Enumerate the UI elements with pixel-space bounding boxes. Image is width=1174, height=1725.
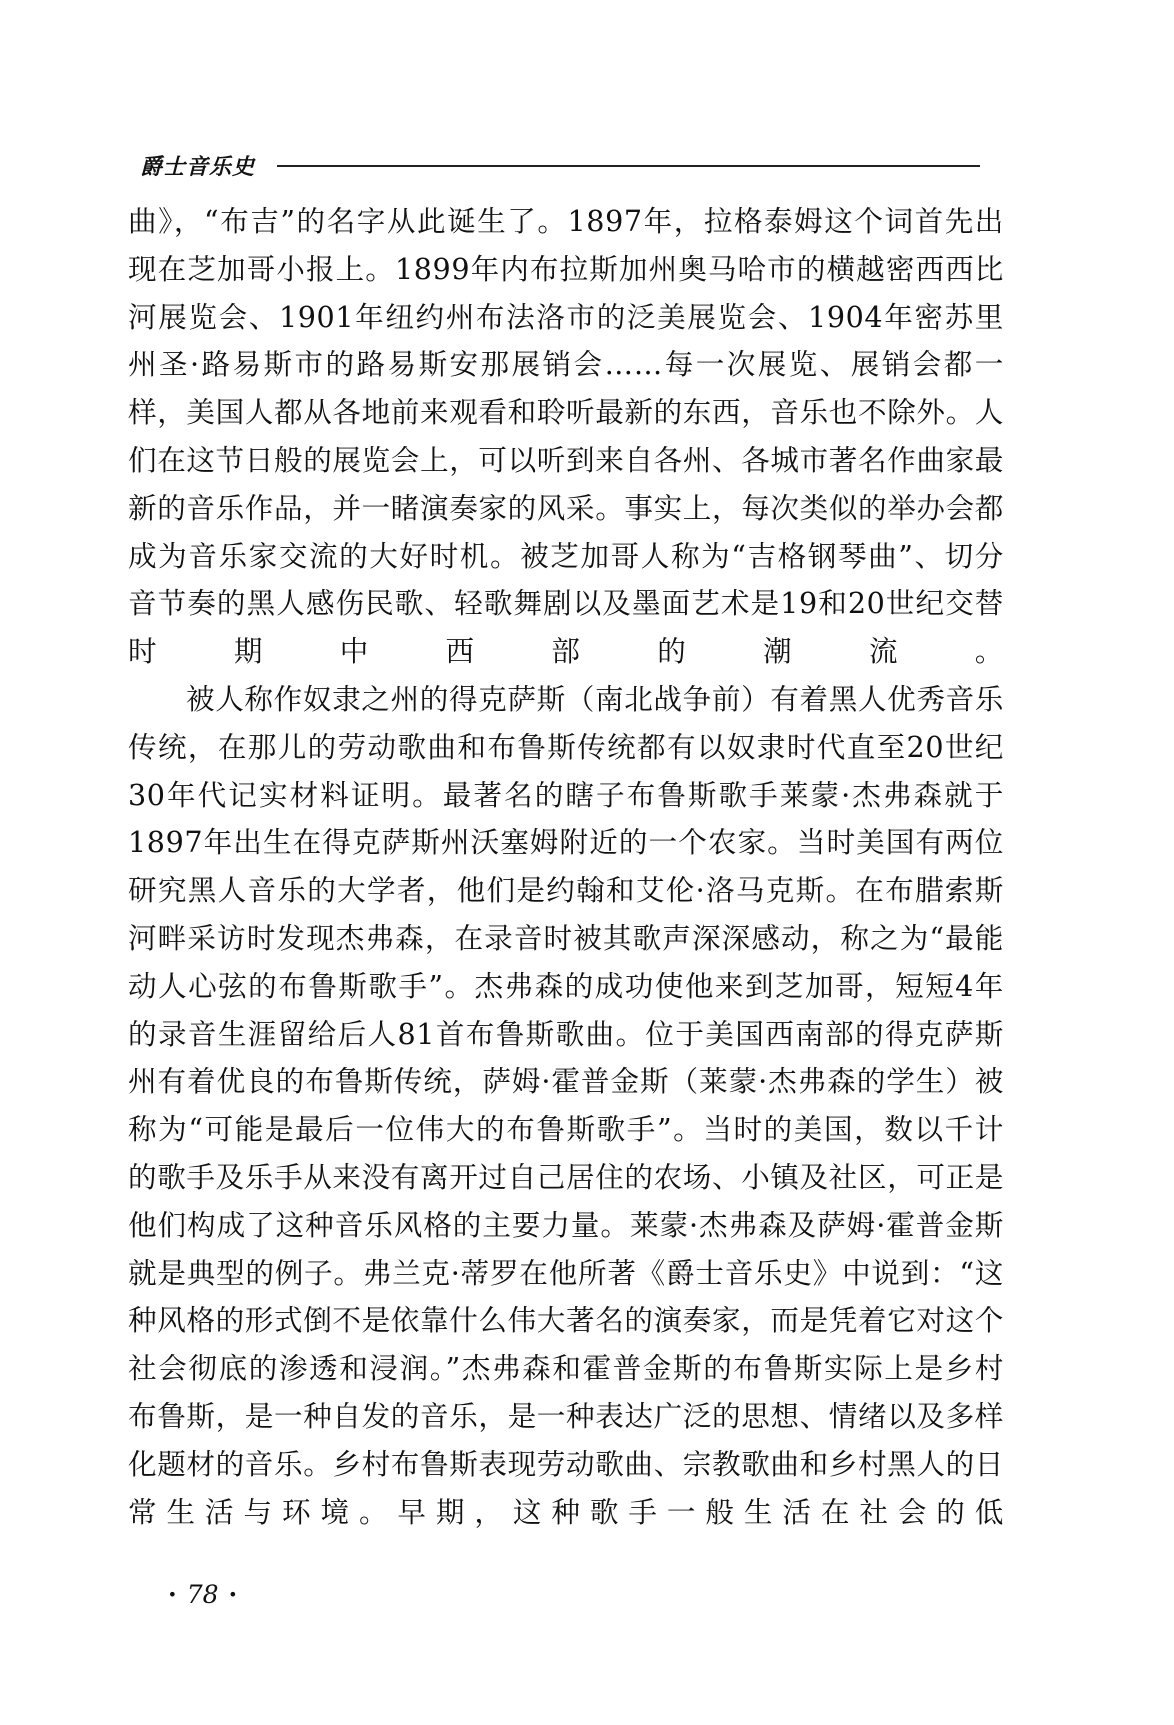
running-header-title: 爵士音乐史	[140, 153, 256, 180]
body-text	[128, 198, 1004, 1536]
header-rule	[277, 165, 980, 167]
paragraph-1: 曲》，“布吉”的名字从此诞生了。1897年，拉格泰姆这个词首先出现在芝加哥小报上。1899年内布拉斯加州奥马哈市的横越密西西比河展览会、1901年纽约州布法洛市的泛美展览会、1904年密苏里州圣·路易斯市的路易斯安那展销会……每一次展览、展销会都一样，美国人都从各地前来观看和聆听最新的东西，音乐也不除外。人们在这节日般的展览会上，可以听到来自各州、各城市著名作曲家最新的音乐作品，并一睹演奏家的风采。事实上，每次类似的举办会都成为音乐家交流的大好时机。被芝加哥人称为“吉格钢琴曲”、切分音节奏的黑人感伤民歌、轻歌舞剧以及墨面艺术是19和20世纪交替时期中西部的潮流。	[128, 204, 1004, 669]
folio-dot-left: ·	[168, 1580, 177, 1609]
paragraph-2: 被人称作奴隶之州的得克萨斯（南北战争前）有着黑人优秀音乐传统，在那儿的劳动歌曲和布鲁斯传统都有以奴隶时代直至20世纪30年代记实材料证明。最著名的瞎子布鲁斯歌手莱蒙·杰弗森就于1897年出生在得克萨斯州沃塞姆附近的一个农家。当时美国有两位研究黑人音乐的大学者，他们是约翰和艾伦·洛马克斯。在布腊索斯河畔采访时发现杰弗森，在录音时被其歌声深深感动，称之为“最能动人心弦的布鲁斯歌手”。杰弗森的成功使他来到芝加哥，短短4年的录音生涯留给后人81首布鲁斯歌曲。位于美国西南部的得克萨斯州有着优良的布鲁斯传统，萨姆·霍普金斯（莱蒙·杰弗森的学生）被称为“可能是最后一位伟大的布鲁斯歌手”。当时的美国，数以千计的歌手及乐手从来没有离开过自己居住的农场、小镇及社区，可正是他们构成了这种音乐风格的主要力量。莱蒙·杰弗森及萨姆·霍普金斯就是典型的例子。弗兰克·蒂罗在他所著《爵士音乐史》中说到：“这种风格的形式倒不是依靠什么伟大著名的演奏家，而是凭着它对这个社会彻底的渗透和浸润。”杰弗森和霍普金斯的布鲁斯实际上是乡村布鲁斯，是一种自发的音乐，是一种表达广泛的思想、情绪以及多样化题材的音乐。乡村布鲁斯表现劳动歌曲、宗教歌曲和乡村黑人的日常生活与环境。早期，这种歌手一般生活在社会的低	[128, 681, 1004, 1529]
folio-dot-right: ·	[228, 1580, 238, 1609]
page-number	[158, 1580, 247, 1609]
running-header	[140, 150, 980, 180]
page-number-value: 78	[186, 1580, 219, 1609]
